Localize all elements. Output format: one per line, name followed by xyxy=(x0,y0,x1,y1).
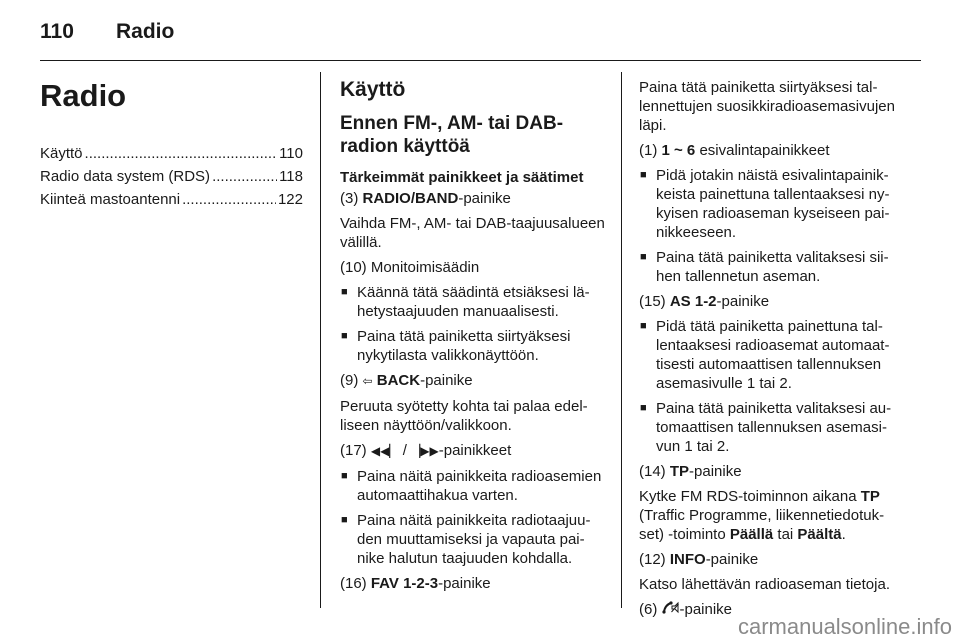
toc-entry-label: Kiinteä mastoantenni xyxy=(40,191,181,208)
bullet-item: ■ Paina näitä painikkeita radioasemien automaattihakua varten. xyxy=(340,467,606,505)
toc-entry-label: Käyttö xyxy=(40,145,83,162)
seek-forward-icon: ▕▶▶ xyxy=(411,444,439,458)
radio-band-desc: Vaihda FM-, AM- tai DAB-taajuusalueen välillä. xyxy=(340,215,605,251)
tp-desc: Kytke FM RDS-toiminnon aikana TP (Traffic Programme, liikennetiedotukset) -toiminto Päällä tai Päältä. xyxy=(639,488,885,543)
fav-item: (16) FAV 1-2-3-painike xyxy=(340,575,491,592)
content-column-3 xyxy=(639,78,904,625)
radio-band-item: (3) RADIO/BAND-painike xyxy=(340,190,511,207)
seek-back-icon: ◀◀▏ xyxy=(370,444,399,458)
toc-leader xyxy=(85,144,278,163)
controls-heading: Tärkeimmät painikkeet ja säätimet xyxy=(340,169,584,186)
toc-leader xyxy=(212,167,277,186)
tp-item: (14) TP-painike xyxy=(639,463,742,480)
watermark: carmanualsonline.info xyxy=(737,614,952,639)
header-rule xyxy=(40,60,921,61)
column-divider-2 xyxy=(621,72,622,608)
section-heading: Käyttö xyxy=(340,78,406,101)
toc-entry[interactable] xyxy=(40,144,303,163)
toc-entry-label: Radio data system (RDS) xyxy=(40,168,211,185)
toc-entry-page: 110 xyxy=(279,145,303,162)
toc-entry-page: 118 xyxy=(279,168,303,185)
bullet-item: ■ Paina tätä painiketta valitaksesi automaattisen tallennuksen asemasivun 1 tai 2. xyxy=(639,399,904,456)
bullet-item: ■ Käännä tätä säädintä etsiäksesi lähetystaajuuden manuaalisesti. xyxy=(340,283,606,321)
toc-entry-page: 122 xyxy=(277,191,303,208)
monitor-knob-title: (10) Monitoimisäädin xyxy=(340,259,480,276)
presets-item: (1) 1 ~ 6 esivalintapainikkeet xyxy=(639,142,830,159)
fav-desc: Paina tätä painiketta siirtyäksesi tallennettujen suosikkiradioasemasivujen läpi. xyxy=(639,79,895,134)
bullet-item: ■ Pidä tätä painiketta painettuna tallentaaksesi radioasemat automaattisesti automaattisen tallennuksen asemasivulle 1 tai 2. xyxy=(639,317,904,393)
bullet-item: ■ Paina tätä painiketta siirtyäksesi nykytilasta valikkonäyttöön. xyxy=(340,327,606,365)
toc-entry[interactable] xyxy=(40,190,303,209)
seek-item: (17) ◀◀▏ / ▕▶▶-painikkeet xyxy=(340,442,512,459)
bullet-item: ■ Paina näitä painikkeita radiotaajuuden muuttamiseksi ja vapauta painike halutun taajuuden kohdalla. xyxy=(340,511,606,568)
back-item: (9) ⇦ BACK-painike xyxy=(340,372,473,389)
back-desc: Peruuta syötetty kohta tai palaa edelliseen näyttöön/valikkoon. xyxy=(340,398,588,434)
as-item: (15) AS 1-2-painike xyxy=(639,293,770,310)
phone-mute-icon xyxy=(662,601,680,618)
subsection-heading: Ennen FM-, AM- tai DAB-radion käyttöä xyxy=(340,113,564,157)
info-item: (12) INFO-painike xyxy=(639,551,759,568)
content-column-2 xyxy=(340,78,606,599)
page-number: 110 xyxy=(40,20,74,43)
chapter-title: Radio xyxy=(40,78,127,113)
phone-item: (6) -painike xyxy=(639,601,733,618)
bullet-item: ■ Pidä jotakin näistä esivalintapainikkeista painettuna tallentaaksesi nykyisen radioaseman kyseiseen painikkeeseen. xyxy=(639,166,904,242)
toc-entry[interactable] xyxy=(40,167,303,186)
toc-column xyxy=(40,72,303,213)
column-divider-1 xyxy=(320,72,321,608)
running-header-title: Radio xyxy=(116,20,175,43)
toc-leader xyxy=(182,190,276,209)
bullet-item: ■ Paina tätä painiketta valitaksesi siihen tallennetun aseman. xyxy=(639,248,904,286)
info-desc: Katso lähettävän radioaseman tietoja. xyxy=(639,576,890,593)
back-arrow-icon: ⇦ xyxy=(362,374,373,388)
